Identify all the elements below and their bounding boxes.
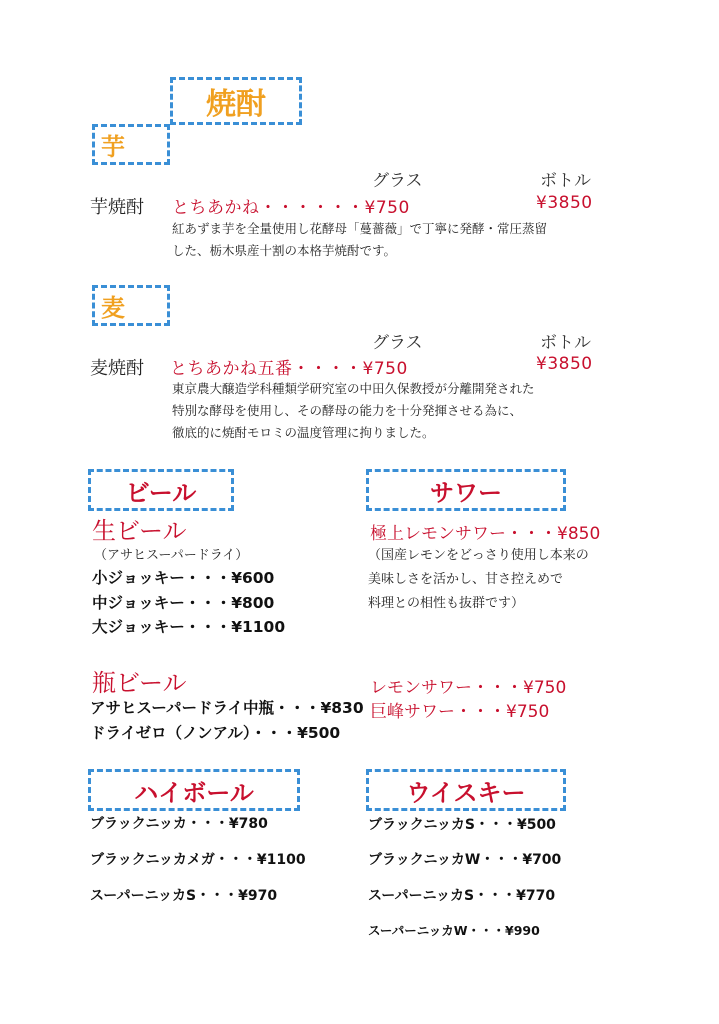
sour-item: 巨峰サワー・・・¥750	[370, 702, 550, 722]
highball-item: スーパーニッカS・・・¥970	[90, 888, 278, 904]
imo-desc-line: した、栃木県産十割の本格芋焼酎です。	[172, 243, 397, 258]
mugi-description	[172, 378, 535, 444]
imo-desc-line: 紅あずま芋を全量使用し花酵母「蔓薔薇」で丁寧に発酵・常圧蒸留	[172, 221, 548, 236]
draft-beer-sub: （アサヒスーパードライ）	[94, 548, 249, 563]
bottle-beer-label: 瓶ビール	[92, 669, 187, 697]
mugi-desc-line: 徹底的に焼酎モロミの温度管理に拘りました。	[172, 425, 435, 440]
imo-description	[172, 218, 547, 262]
sour-title-box	[366, 469, 566, 511]
draft-beer-label: 生ビール	[92, 517, 187, 545]
beer-title: ビール	[125, 478, 197, 507]
sour-item: レモンサワー・・・¥750	[370, 678, 567, 698]
sour-title: サワー	[430, 478, 502, 507]
mugi-label: 麦	[101, 294, 125, 322]
imo-category: 芋焼酎	[90, 197, 144, 218]
mugi-header-bottle: ボトル	[540, 333, 591, 353]
imo-bottle-price: ¥3850	[536, 193, 593, 213]
draft-beer-item: 大ジョッキー・・・¥1100	[92, 618, 286, 636]
highball-title-box	[88, 769, 300, 811]
shochu-title-box	[170, 77, 302, 125]
whisky-item: ブラックニッカS・・・¥500	[368, 817, 556, 833]
sour-description	[368, 544, 589, 616]
mugi-label-box	[92, 285, 170, 326]
beer-title-box	[88, 469, 234, 511]
highball-item: ブラックニッカ・・・¥780	[90, 816, 268, 832]
mugi-item: とちあかね五番・・・・¥750	[170, 359, 408, 379]
whisky-item: スーパーニッカS・・・¥770	[368, 888, 556, 904]
draft-beer-item: 小ジョッキー・・・¥600	[92, 569, 275, 587]
mugi-header-glass: グラス	[372, 333, 423, 353]
whisky-title: ウイスキー	[406, 778, 526, 807]
bottle-beer-item: アサヒスーパードライ中瓶・・・¥830	[90, 699, 364, 717]
whisky-title-box	[366, 769, 566, 811]
mugi-category: 麦焼酎	[90, 358, 144, 379]
sour-desc-line: （国産レモンをどっさり使用し本来の	[368, 548, 589, 563]
sour-desc-line: 料理との相性も抜群です）	[368, 596, 525, 611]
imo-label-box	[92, 124, 170, 165]
whisky-item: スーパーニッカW・・・¥990	[368, 923, 540, 938]
shochu-title: 焼酎	[206, 87, 266, 122]
imo-header-bottle: ボトル	[540, 171, 591, 191]
draft-beer-item: 中ジョッキー・・・¥800	[92, 594, 275, 612]
whisky-item: ブラックニッカW・・・¥700	[368, 852, 562, 868]
imo-header-glass: グラス	[372, 171, 423, 191]
mugi-desc-line: 特別な酵母を使用し、その酵母の能力を十分発揮させる為に、	[172, 403, 523, 418]
mugi-bottle-price: ¥3850	[536, 354, 593, 374]
sour-premium-item: 極上レモンサワー・・・¥850	[370, 524, 601, 544]
imo-label: 芋	[101, 133, 125, 161]
bottle-beer-item: ドライゼロ（ノンアル）・・・¥500	[90, 724, 341, 742]
sour-desc-line: 美味しさを活かし、甘さ控えめで	[368, 572, 564, 587]
mugi-desc-line: 東京農大醸造学科種類学研究室の中田久保教授が分離開発された	[172, 381, 535, 396]
highball-item: ブラックニッカメガ・・・¥1100	[90, 852, 306, 868]
highball-title: ハイボール	[134, 778, 254, 807]
imo-item: とちあかね・・・・・・¥750	[172, 198, 410, 218]
